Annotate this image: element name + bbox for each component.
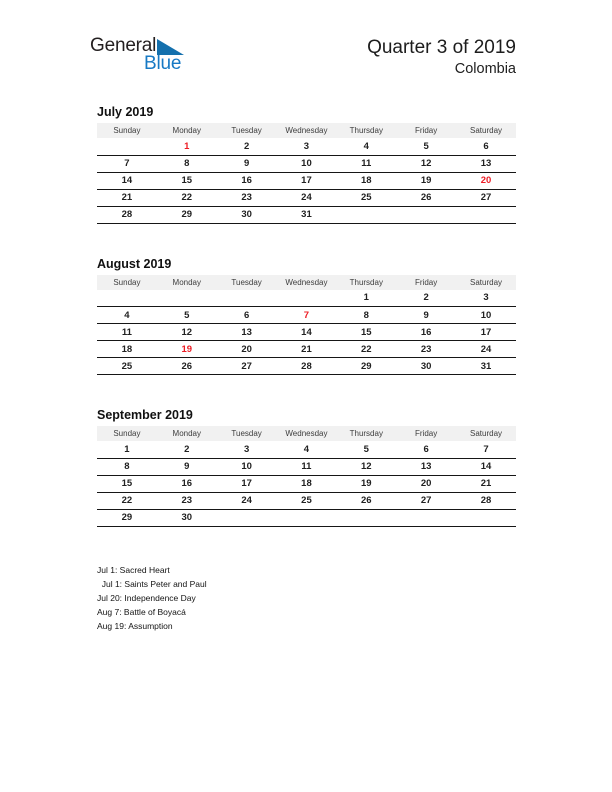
calendar-day: 6 — [456, 138, 516, 155]
calendar-day: 5 — [396, 138, 456, 155]
holiday-list — [97, 563, 516, 633]
calendar-day-empty — [277, 290, 337, 307]
calendar-day: 22 — [157, 189, 217, 206]
month-section — [97, 408, 516, 527]
weekday-header: Wednesday — [277, 275, 337, 290]
calendar-week-row — [97, 509, 516, 526]
calendar-day-empty — [97, 290, 157, 307]
calendar-day: 2 — [217, 138, 277, 155]
calendar-day: 25 — [97, 358, 157, 375]
calendar-week-row — [97, 441, 516, 458]
calendar-day-empty — [217, 509, 277, 526]
holiday-entry: Jul 20: Independence Day — [97, 592, 196, 603]
calendar-day: 19 — [396, 172, 456, 189]
calendar-day-holiday: 1 — [157, 138, 217, 155]
calendar-day: 27 — [396, 492, 456, 509]
title-block — [367, 37, 516, 78]
holiday-entry: Jul 1: Saints Peter and Paul — [97, 578, 207, 589]
calendar-day-empty — [336, 509, 396, 526]
holiday-entry: Aug 7: Battle of Boyacá — [97, 606, 186, 617]
calendar-day: 20 — [396, 475, 456, 492]
calendar-day: 16 — [217, 172, 277, 189]
calendar-week-row — [97, 358, 516, 375]
calendar-day: 15 — [157, 172, 217, 189]
calendar-day: 8 — [97, 458, 157, 475]
weekday-header: Thursday — [336, 426, 396, 441]
calendar-day: 12 — [336, 458, 396, 475]
calendar-week-row — [97, 307, 516, 324]
calendar-day: 12 — [396, 155, 456, 172]
calendar-day: 15 — [97, 475, 157, 492]
calendar-day: 14 — [456, 458, 516, 475]
weekday-header: Thursday — [336, 123, 396, 138]
calendar-day: 20 — [217, 341, 277, 358]
weekday-header: Sunday — [97, 123, 157, 138]
calendar-day: 5 — [336, 441, 396, 458]
calendar-day: 31 — [277, 206, 337, 223]
calendar-day: 3 — [277, 138, 337, 155]
calendar-day-empty — [396, 206, 456, 223]
calendar-day: 8 — [336, 307, 396, 324]
calendar-day: 28 — [277, 358, 337, 375]
calendar-table — [97, 123, 516, 224]
calendar-day: 13 — [217, 324, 277, 341]
calendar-weekday-row — [97, 123, 516, 138]
calendar-week-row — [97, 324, 516, 341]
calendar-day: 2 — [157, 441, 217, 458]
calendar-day: 16 — [396, 324, 456, 341]
calendar-weekday-row — [97, 426, 516, 441]
weekday-header: Tuesday — [217, 275, 277, 290]
weekday-header-row — [97, 426, 516, 441]
calendar-table — [97, 426, 516, 527]
calendar-day: 14 — [97, 172, 157, 189]
calendar-day: 23 — [217, 189, 277, 206]
calendar-day: 19 — [336, 475, 396, 492]
calendar-day: 9 — [217, 155, 277, 172]
calendar-day: 23 — [157, 492, 217, 509]
weekday-header: Friday — [396, 275, 456, 290]
calendar-body — [97, 290, 516, 375]
calendar-week-row — [97, 341, 516, 358]
weekday-header: Friday — [396, 123, 456, 138]
calendar-day: 26 — [396, 189, 456, 206]
calendar-day: 4 — [336, 138, 396, 155]
general-blue-logo — [90, 37, 184, 73]
month-section — [97, 105, 516, 224]
calendar-day: 3 — [217, 441, 277, 458]
calendar-day: 28 — [456, 492, 516, 509]
calendar-day-empty — [456, 509, 516, 526]
page-content — [90, 0, 516, 633]
calendar-day: 11 — [277, 458, 337, 475]
weekday-header: Monday — [157, 426, 217, 441]
calendar-day: 11 — [97, 324, 157, 341]
calendar-day: 25 — [336, 189, 396, 206]
calendar-day: 6 — [217, 307, 277, 324]
calendar-week-row — [97, 172, 516, 189]
calendar-day: 17 — [277, 172, 337, 189]
calendar-day: 30 — [157, 509, 217, 526]
month-title: September 2019 — [97, 408, 193, 422]
weekday-header: Saturday — [456, 275, 516, 290]
calendar-day-empty — [157, 290, 217, 307]
holiday-entry: Aug 19: Assumption — [97, 620, 173, 631]
calendar-day: 18 — [277, 475, 337, 492]
calendar-day: 17 — [217, 475, 277, 492]
calendar-day-empty — [396, 509, 456, 526]
calendar-day: 29 — [157, 206, 217, 223]
calendar-week-row — [97, 290, 516, 307]
calendar-day-empty — [97, 138, 157, 155]
calendar-day: 28 — [97, 206, 157, 223]
calendar-day: 24 — [277, 189, 337, 206]
page-subtitle: Colombia — [454, 61, 516, 77]
weekday-header-row — [97, 275, 516, 290]
calendar-day: 24 — [456, 341, 516, 358]
calendar-day: 9 — [396, 307, 456, 324]
calendar-day: 10 — [277, 155, 337, 172]
calendar-weekday-row — [97, 275, 516, 290]
calendar-day: 18 — [336, 172, 396, 189]
calendar-day-empty — [336, 206, 396, 223]
weekday-header: Sunday — [97, 426, 157, 441]
calendar-day: 14 — [277, 324, 337, 341]
month-section — [97, 257, 516, 376]
calendar-day-empty — [277, 509, 337, 526]
months-container — [97, 105, 516, 527]
calendar-day: 24 — [217, 492, 277, 509]
weekday-header: Saturday — [456, 426, 516, 441]
calendar-week-row — [97, 155, 516, 172]
page-header — [90, 37, 516, 77]
calendar-day: 8 — [157, 155, 217, 172]
calendar-day: 13 — [396, 458, 456, 475]
calendar-week-row — [97, 189, 516, 206]
calendar-day: 29 — [97, 509, 157, 526]
calendar-day: 30 — [217, 206, 277, 223]
calendar-day: 2 — [396, 290, 456, 307]
weekday-header: Wednesday — [277, 123, 337, 138]
calendar-day: 26 — [157, 358, 217, 375]
calendar-day: 27 — [456, 189, 516, 206]
calendar-day: 12 — [157, 324, 217, 341]
calendar-day: 21 — [456, 475, 516, 492]
weekday-header: Friday — [396, 426, 456, 441]
calendar-day: 13 — [456, 155, 516, 172]
weekday-header-row — [97, 123, 516, 138]
page-title: Quarter 3 of 2019 — [367, 37, 516, 58]
calendar-day: 26 — [336, 492, 396, 509]
calendar-day: 4 — [277, 441, 337, 458]
calendar-week-row — [97, 138, 516, 155]
calendar-week-row — [97, 492, 516, 509]
calendar-week-row — [97, 475, 516, 492]
calendar-day: 21 — [277, 341, 337, 358]
calendar-day: 23 — [396, 341, 456, 358]
calendar-day-holiday: 7 — [277, 307, 337, 324]
calendar-body — [97, 138, 516, 223]
calendar-day: 3 — [456, 290, 516, 307]
calendar-day: 25 — [277, 492, 337, 509]
calendar-table — [97, 275, 516, 376]
calendar-day-empty — [456, 206, 516, 223]
calendar-day: 1 — [336, 290, 396, 307]
calendar-day: 5 — [157, 307, 217, 324]
calendar-day: 16 — [157, 475, 217, 492]
calendar-week-row — [97, 206, 516, 223]
calendar-day: 7 — [456, 441, 516, 458]
weekday-header: Monday — [157, 275, 217, 290]
calendar-day: 22 — [97, 492, 157, 509]
calendar-day: 4 — [97, 307, 157, 324]
weekday-header: Wednesday — [277, 426, 337, 441]
calendar-day-holiday: 19 — [157, 341, 217, 358]
weekday-header: Thursday — [336, 275, 396, 290]
calendar-day: 6 — [396, 441, 456, 458]
logo-word-general: General — [90, 35, 157, 56]
calendar-day-holiday: 20 — [456, 172, 516, 189]
calendar-week-row — [97, 458, 516, 475]
calendar-day: 30 — [396, 358, 456, 375]
calendar-day: 29 — [336, 358, 396, 375]
calendar-day-empty — [217, 290, 277, 307]
month-title: August 2019 — [97, 256, 172, 271]
calendar-day: 7 — [97, 155, 157, 172]
weekday-header: Tuesday — [217, 123, 277, 138]
calendar-day: 27 — [217, 358, 277, 375]
month-title: July 2019 — [97, 105, 154, 119]
calendar-body — [97, 441, 516, 526]
weekday-header: Sunday — [97, 275, 157, 290]
calendar-day: 17 — [456, 324, 516, 341]
calendar-day: 21 — [97, 189, 157, 206]
calendar-day: 1 — [97, 441, 157, 458]
calendar-day: 9 — [157, 458, 217, 475]
logo-word-blue: Blue — [143, 53, 182, 74]
calendar-day: 18 — [97, 341, 157, 358]
weekday-header: Saturday — [456, 123, 516, 138]
holiday-entry: Jul 1: Sacred Heart — [97, 564, 170, 575]
calendar-day: 15 — [336, 324, 396, 341]
weekday-header: Tuesday — [217, 426, 277, 441]
calendar-day: 11 — [336, 155, 396, 172]
weekday-header: Monday — [157, 123, 217, 138]
calendar-day: 10 — [456, 307, 516, 324]
calendar-day: 22 — [336, 341, 396, 358]
calendar-day: 31 — [456, 358, 516, 375]
calendar-day: 10 — [217, 458, 277, 475]
